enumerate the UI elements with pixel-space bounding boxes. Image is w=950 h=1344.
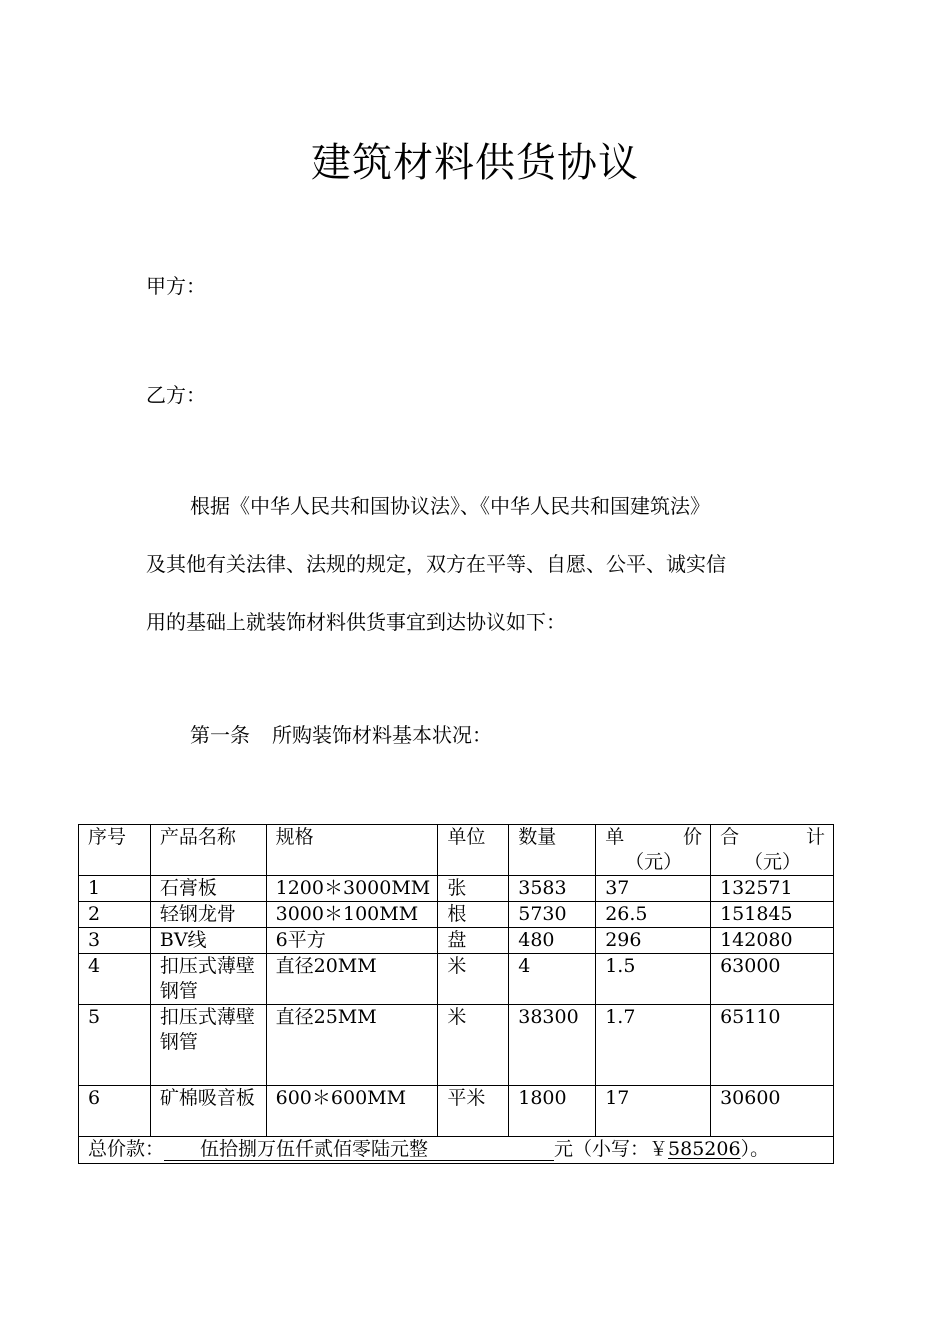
cell-unit: 张 <box>438 876 509 902</box>
header-unit: 单位 <box>438 825 509 876</box>
cell-total: 65110 <box>711 1005 834 1086</box>
cell-qty: 480 <box>509 928 596 954</box>
materials-table <box>78 824 834 1164</box>
total-price-in-words: 伍拾捌万伍仟贰佰零陆元整 <box>164 1138 554 1161</box>
total-price-number: 585206 <box>668 1138 741 1160</box>
header-name: 产品名称 <box>150 825 266 876</box>
cell-price: 26.5 <box>596 902 711 928</box>
cell-spec: 3000＊100MM <box>266 902 438 928</box>
table-row <box>79 902 834 928</box>
table-row <box>79 1005 834 1086</box>
header-qty: 数量 <box>509 825 596 876</box>
cell-name: 轻钢龙骨 <box>150 902 266 928</box>
header-total <box>711 825 834 876</box>
cell-unit: 平米 <box>438 1086 509 1137</box>
cell-unit: 米 <box>438 1005 509 1086</box>
total-price-cell <box>79 1137 834 1164</box>
header-total-part-2: 计 <box>805 826 825 848</box>
cell-qty: 1800 <box>509 1086 596 1137</box>
cell-price: 37 <box>596 876 711 902</box>
table-row <box>79 928 834 954</box>
table-row <box>79 1086 834 1137</box>
table-row <box>79 954 834 1005</box>
intro-line-3: 用的基础上就装饰材料供货事宜到达协议如下： <box>146 610 566 634</box>
cell-total: 30600 <box>711 1086 834 1137</box>
intro-line-1: 根据《中华人民共和国协议法》、《中华人民共和国建筑法》 <box>190 494 710 518</box>
cell-unit: 根 <box>438 902 509 928</box>
total-price-yuan-text: 元（小写：￥ <box>554 1138 669 1160</box>
cell-price: 17 <box>596 1086 711 1137</box>
intro-line-2: 及其他有关法律、法规的规定，双方在平等、自愿、公平、诚实信 <box>146 552 726 576</box>
article-1-label: 第一条 <box>190 723 250 747</box>
cell-unit: 盘 <box>438 928 509 954</box>
cell-name: 扣压式薄壁钢管 <box>150 1005 266 1086</box>
cell-name: 石膏板 <box>150 876 266 902</box>
header-no: 序号 <box>79 825 151 876</box>
cell-total: 151845 <box>711 902 834 928</box>
cell-qty: 5730 <box>509 902 596 928</box>
cell-spec: 1200＊3000MM <box>266 876 438 902</box>
header-spec: 规格 <box>266 825 438 876</box>
article-1-text: 所购装饰材料基本状况： <box>272 723 492 747</box>
document-title: 建筑材料供货协议 <box>311 140 639 186</box>
cell-spec: 直径20MM <box>266 954 438 1005</box>
table-total-row <box>79 1137 834 1164</box>
cell-no: 3 <box>79 928 151 954</box>
header-price-part-1: 单 <box>605 826 625 848</box>
cell-price: 1.7 <box>596 1005 711 1086</box>
cell-total: 63000 <box>711 954 834 1005</box>
cell-spec: 直径25MM <box>266 1005 438 1086</box>
header-price <box>596 825 711 876</box>
cell-qty: 38300 <box>509 1005 596 1086</box>
cell-name: 矿棉吸音板 <box>150 1086 266 1137</box>
total-price-close: ）。 <box>740 1138 770 1160</box>
cell-price: 1.5 <box>596 954 711 1005</box>
header-total-part-1: 合 <box>720 826 740 848</box>
party-b-label: 乙方： <box>146 383 206 407</box>
cell-no: 2 <box>79 902 151 928</box>
cell-no: 4 <box>79 954 151 1005</box>
article-1-heading <box>190 721 492 749</box>
header-total-unit: （元） <box>744 851 802 873</box>
header-price-unit: （元） <box>625 851 683 873</box>
cell-qty: 4 <box>509 954 596 1005</box>
cell-unit: 米 <box>438 954 509 1005</box>
cell-name: 扣压式薄壁钢管 <box>150 954 266 1005</box>
cell-spec: 6平方 <box>266 928 438 954</box>
header-price-part-2: 价 <box>683 826 703 848</box>
cell-no: 1 <box>79 876 151 902</box>
cell-spec: 600＊600MM <box>266 1086 438 1137</box>
cell-total: 132571 <box>711 876 834 902</box>
table-row <box>79 876 834 902</box>
cell-total: 142080 <box>711 928 834 954</box>
cell-name: BV线 <box>150 928 266 954</box>
table-header-row <box>79 825 834 876</box>
cell-no: 6 <box>79 1086 151 1137</box>
cell-qty: 3583 <box>509 876 596 902</box>
total-price-label: 总价款： <box>88 1138 165 1160</box>
party-a-label: 甲方： <box>146 274 206 298</box>
cell-price: 296 <box>596 928 711 954</box>
cell-no: 5 <box>79 1005 151 1086</box>
